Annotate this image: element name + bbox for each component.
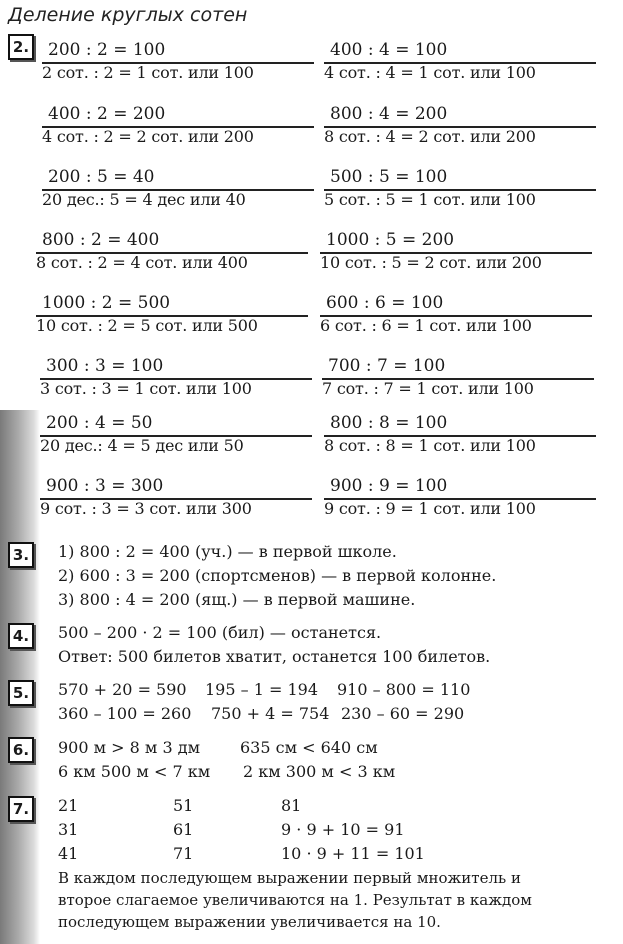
division-explanation: 2 сот. : 2 = 1 сот. или 100 bbox=[42, 63, 254, 82]
task-7-number: 7. bbox=[8, 796, 34, 822]
task-7-value: 51 bbox=[173, 796, 194, 815]
division-fraction bbox=[322, 356, 594, 398]
division-explanation: 4 сот. : 2 = 2 сот. или 200 bbox=[42, 127, 254, 146]
division-expression: 800 : 8 = 100 bbox=[330, 413, 448, 433]
scan-shadow bbox=[0, 410, 40, 944]
division-expression: 400 : 2 = 200 bbox=[48, 104, 166, 124]
task-3-line-1: 1) 800 : 2 = 400 (уч.) — в первой школе. bbox=[58, 542, 397, 561]
task-7-value: 41 bbox=[58, 844, 79, 863]
task-4-line-2: Ответ: 500 билетов хватит, останется 100 билетов. bbox=[58, 647, 491, 666]
division-expression: 300 : 3 = 100 bbox=[46, 356, 164, 376]
task-6-comparison: 2 км 300 м < 3 км bbox=[243, 762, 396, 781]
task-7-value: 81 bbox=[281, 796, 302, 815]
task-7-value: 71 bbox=[173, 844, 194, 863]
task-7-explanation-line-2: второе слагаемое увеличиваются на 1. Результат в каждом bbox=[58, 891, 532, 909]
task-7-value: 21 bbox=[58, 796, 79, 815]
task-4-line-1: 500 – 200 · 2 = 100 (бил) — останется. bbox=[58, 623, 382, 642]
division-expression: 400 : 4 = 100 bbox=[330, 40, 448, 60]
task-6-number: 6. bbox=[8, 737, 34, 763]
division-fraction bbox=[36, 293, 308, 335]
division-expression: 200 : 5 = 40 bbox=[48, 167, 155, 187]
division-explanation: 3 сот. : 3 = 1 сот. или 100 bbox=[40, 379, 252, 398]
division-explanation: 10 сот. : 2 = 5 сот. или 500 bbox=[36, 316, 258, 335]
division-explanation: 5 сот. : 5 = 1 сот. или 100 bbox=[324, 190, 536, 209]
division-fraction bbox=[42, 104, 314, 146]
task-3-line-3: 3) 800 : 4 = 200 (ящ.) — в первой машине. bbox=[58, 590, 416, 609]
division-expression: 200 : 4 = 50 bbox=[46, 413, 153, 433]
division-expression: 900 : 3 = 300 bbox=[46, 476, 164, 496]
task-6-comparison: 635 см < 640 см bbox=[240, 738, 378, 757]
division-fraction bbox=[42, 167, 314, 209]
division-expression: 800 : 4 = 200 bbox=[330, 104, 448, 124]
division-explanation: 20 дес.: 4 = 5 дес или 50 bbox=[40, 436, 244, 455]
task-7-explanation-line-3: последующем выражении увеличивается на 10. bbox=[58, 913, 441, 931]
task-6-comparison: 6 км 500 м < 7 км bbox=[58, 762, 211, 781]
task-7-value: 9 · 9 + 10 = 91 bbox=[281, 820, 405, 839]
task-7-value: 10 · 9 + 11 = 101 bbox=[281, 844, 425, 863]
division-fraction bbox=[320, 230, 592, 272]
division-explanation: 10 сот. : 5 = 2 сот. или 200 bbox=[320, 253, 542, 272]
task-7-value: 61 bbox=[173, 820, 194, 839]
division-explanation: 9 сот. : 3 = 3 сот. или 300 bbox=[40, 499, 252, 518]
task-5-number: 5. bbox=[8, 680, 34, 706]
task-6-comparison: 900 м > 8 м 3 дм bbox=[58, 738, 201, 757]
division-fraction bbox=[320, 293, 592, 335]
task-7-value: 31 bbox=[58, 820, 79, 839]
task-5-expr: 750 + 4 = 754 bbox=[211, 704, 330, 723]
task-5-expr: 230 – 60 = 290 bbox=[341, 704, 465, 723]
division-fraction bbox=[324, 40, 596, 82]
division-fraction bbox=[324, 167, 596, 209]
division-explanation: 6 сот. : 6 = 1 сот. или 100 bbox=[320, 316, 532, 335]
task-5-expr: 195 – 1 = 194 bbox=[205, 680, 319, 699]
division-fraction bbox=[42, 40, 314, 82]
division-explanation: 9 сот. : 9 = 1 сот. или 100 bbox=[324, 499, 536, 518]
division-fraction bbox=[40, 356, 312, 398]
division-fraction bbox=[40, 476, 312, 518]
division-expression: 1000 : 5 = 200 bbox=[326, 230, 455, 250]
division-explanation: 4 сот. : 4 = 1 сот. или 100 bbox=[324, 63, 536, 82]
division-explanation: 8 сот. : 2 = 4 сот. или 400 bbox=[36, 253, 248, 272]
division-expression: 900 : 9 = 100 bbox=[330, 476, 448, 496]
task-5-expr: 910 – 800 = 110 bbox=[337, 680, 471, 699]
task-4-number: 4. bbox=[8, 623, 34, 649]
division-fraction bbox=[324, 413, 596, 455]
division-fraction bbox=[324, 104, 596, 146]
page-heading: Деление круглых сотен bbox=[8, 4, 248, 26]
division-expression: 1000 : 2 = 500 bbox=[42, 293, 171, 313]
division-fraction bbox=[36, 230, 308, 272]
task-3-number: 3. bbox=[8, 542, 34, 568]
division-expression: 200 : 2 = 100 bbox=[48, 40, 166, 60]
division-explanation: 20 дес.: 5 = 4 дес или 40 bbox=[42, 190, 246, 209]
division-expression: 500 : 5 = 100 bbox=[330, 167, 448, 187]
division-expression: 600 : 6 = 100 bbox=[326, 293, 444, 313]
task-7-explanation-line-1: В каждом последующем выражении первый множитель и bbox=[58, 869, 521, 887]
division-expression: 800 : 2 = 400 bbox=[42, 230, 160, 250]
task-5-expr: 570 + 20 = 590 bbox=[58, 680, 187, 699]
division-fraction bbox=[324, 476, 596, 518]
task-2-number: 2. bbox=[8, 34, 34, 60]
division-explanation: 8 сот. : 4 = 2 сот. или 200 bbox=[324, 127, 536, 146]
task-5-expr: 360 – 100 = 260 bbox=[58, 704, 192, 723]
division-fraction bbox=[40, 413, 312, 455]
task-3-line-2: 2) 600 : 3 = 200 (спортсменов) — в первой колонне. bbox=[58, 566, 497, 585]
division-explanation: 7 сот. : 7 = 1 сот. или 100 bbox=[322, 379, 534, 398]
division-expression: 700 : 7 = 100 bbox=[328, 356, 446, 376]
division-explanation: 8 сот. : 8 = 1 сот. или 100 bbox=[324, 436, 536, 455]
